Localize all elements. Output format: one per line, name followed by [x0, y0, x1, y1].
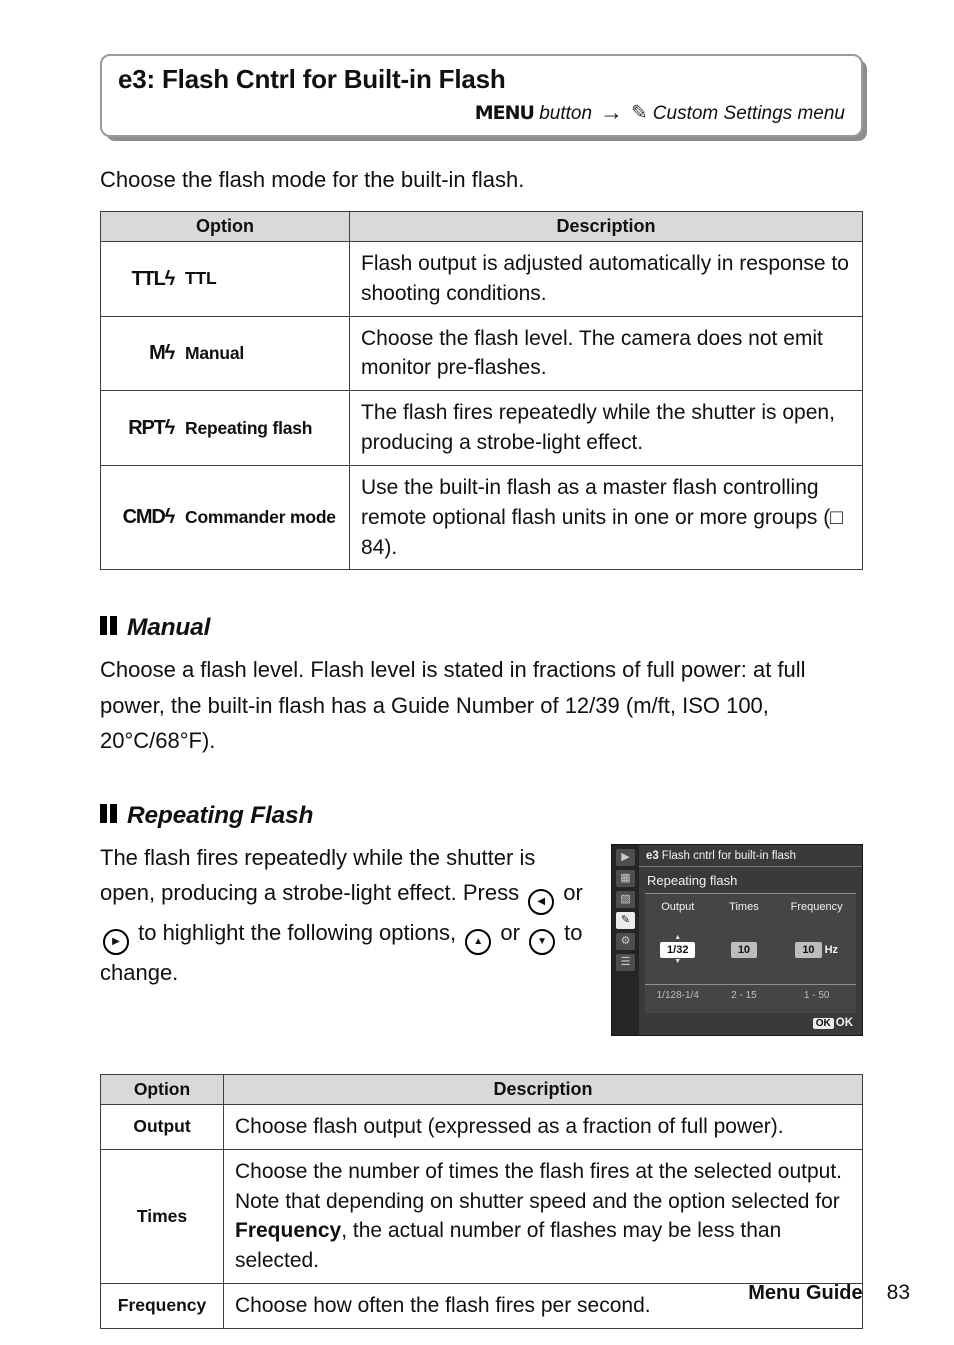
option-column-header: Option [101, 1074, 224, 1104]
option-description [224, 1149, 863, 1283]
text-segment: to change. [100, 920, 583, 986]
output-range: 1/128-1/4 [645, 984, 711, 1013]
flash-bolt-icon: ϟ [164, 416, 174, 439]
section-marker-icon [110, 616, 117, 635]
option-description: Choose how often the flash fires per second. [224, 1283, 863, 1328]
times-range: 2 - 15 [711, 984, 778, 1013]
flash-mode-label: TTL [185, 268, 217, 289]
page-number: 83 [886, 1281, 910, 1304]
output-value-selector [645, 924, 711, 976]
frequency-unit: Hz [824, 943, 839, 956]
left-arrow-glyph: ◀ [537, 896, 546, 908]
menu-path-label: Custom Settings menu [652, 103, 845, 124]
repeating-flash-section-heading [100, 802, 863, 830]
times-value: 10 [731, 942, 757, 958]
increase-arrow-icon: ▲ [674, 933, 682, 941]
text-segment: or [557, 880, 583, 906]
repeating-flash-section [100, 840, 863, 1029]
frequency-column-label: Frequency [790, 900, 843, 913]
flash-mode-label: Manual [185, 343, 245, 363]
description-column-header: Description [224, 1074, 863, 1104]
flash-bolt-icon: ϟ [164, 342, 174, 365]
camera-menu-body [639, 845, 862, 1035]
option-label: Frequency [101, 1283, 224, 1328]
camera-menu-sidebar [612, 845, 639, 1035]
option-label: Output [101, 1104, 224, 1149]
flash-mode-label: Commander mode [185, 507, 336, 528]
output-value: 1/32 [660, 942, 695, 958]
times-column-label: Times [729, 900, 759, 913]
text-segment: Choose the number of times the flash fires at the selected output. Note that depending on shutter speed and the option selected for [235, 1159, 843, 1213]
times-value-selector [711, 924, 778, 976]
section-title: Repeating Flash [127, 801, 314, 829]
option-description: Choose flash output (expressed as a fraction of full power). [224, 1104, 863, 1149]
section-marker-icon [100, 616, 107, 635]
section-marker-icon [100, 804, 107, 823]
frequency-range: 1 - 50 [777, 984, 856, 1013]
ok-button-icon: OK [813, 1018, 834, 1029]
table-row [101, 1104, 863, 1149]
frequency-value: 10 [795, 942, 821, 958]
table-header-row [101, 212, 863, 242]
flash-mode-code: M [149, 342, 165, 365]
playback-menu-icon: ▶ [616, 849, 635, 866]
custom-settings-pencil-icon: ✎ [631, 102, 648, 124]
camera-screen-title-prefix: e3 [646, 849, 659, 862]
flash-mode-label: Repeating flash [185, 417, 313, 438]
up-arrow-glyph: ▲ [473, 936, 484, 948]
text-segment: , the actual number of flashes may be less than selected. [235, 1219, 782, 1273]
flash-mode-code: RPT [128, 416, 165, 439]
frequency-inline-ref: Frequency [235, 1219, 342, 1243]
flash-bolt-icon: ϟ [164, 506, 174, 529]
arrow-icon: → [600, 99, 624, 125]
text-segment: The flash fires repeatedly while the shutter is open, producing a strobe-light effect. Press [100, 844, 536, 906]
flash-mode-description: Use the built-in flash as a master flash controlling remote optional flash units in one or more groups (□ 84). [350, 465, 863, 569]
my-menu-icon: ☰ [616, 954, 635, 971]
footer-guide-label: Menu Guide [748, 1282, 863, 1304]
description-column-header: Description [350, 212, 863, 242]
option-column-header: Option [101, 212, 350, 242]
setup-menu-icon: ⚙ [616, 933, 635, 950]
page-title: e3: Flash Cntrl for Built-in Flash [118, 64, 506, 94]
flash-mode-code: TTL [131, 267, 165, 290]
manual-section-text: Choose a flash level. Flash level is stated in fractions of full power: at full power, the built-in flash has a Guide Number of 12/39 (m/ft, ISO 100, 20°C/68°F). [100, 657, 806, 753]
photo-shooting-menu-icon: ▦ [616, 870, 635, 887]
multi-selector-up-icon [465, 929, 491, 955]
repeating-flash-options-panel [645, 893, 856, 1013]
flash-mode-table [100, 211, 863, 570]
multi-selector-right-icon [103, 929, 129, 955]
menu-button-label: MENU [474, 102, 534, 124]
flash-mode-code: CMD [122, 506, 165, 529]
multi-selector-left-icon [528, 889, 554, 915]
text-segment: to highlight the following options, [132, 920, 463, 946]
multi-selector-down-icon [529, 929, 555, 955]
movie-shooting-menu-icon: ▨ [616, 891, 635, 908]
intro-text: Choose the flash mode for the built-in flash. [100, 167, 525, 192]
flash-mode-description: Choose the flash level. The camera does not emit monitor pre-flashes. [350, 316, 863, 391]
output-column-label: Output [661, 900, 695, 913]
custom-settings-menu-icon: ✎ [616, 912, 635, 929]
option-label: Times [101, 1149, 224, 1283]
page-content [100, 0, 863, 1329]
camera-menu-screenshot [611, 844, 863, 1036]
page-footer [748, 1281, 910, 1305]
flash-bolt-icon: ϟ [164, 267, 174, 290]
section-title: Manual [127, 614, 211, 642]
ok-hint [639, 1013, 862, 1035]
text-segment: or [494, 920, 527, 946]
decrease-arrow-icon: ▼ [674, 957, 682, 965]
ok-label: OK [835, 1016, 853, 1029]
table-row [101, 1149, 863, 1283]
section-header-box [100, 54, 863, 137]
table-row [101, 465, 863, 569]
menu-path [118, 98, 845, 125]
manual-section-heading [100, 614, 863, 642]
table-row [101, 242, 863, 317]
frequency-value-selector [777, 924, 856, 976]
section-marker-icon [110, 804, 117, 823]
camera-screen-title [639, 845, 862, 867]
camera-screen-subtitle: Repeating flash [647, 872, 738, 888]
down-arrow-glyph: ▼ [537, 936, 547, 948]
camera-screen-title-text: Flash cntrl for built-in flash [661, 849, 797, 862]
table-header-row [101, 1074, 863, 1104]
flash-mode-description: Flash output is adjusted automatically in response to shooting conditions. [350, 242, 863, 317]
menu-word: button [533, 103, 593, 124]
table-row [101, 316, 863, 391]
table-row [101, 391, 863, 466]
right-arrow-glyph: ▶ [112, 936, 120, 948]
flash-mode-description: The flash fires repeatedly while the shutter is open, producing a strobe-light effect. [350, 391, 863, 466]
